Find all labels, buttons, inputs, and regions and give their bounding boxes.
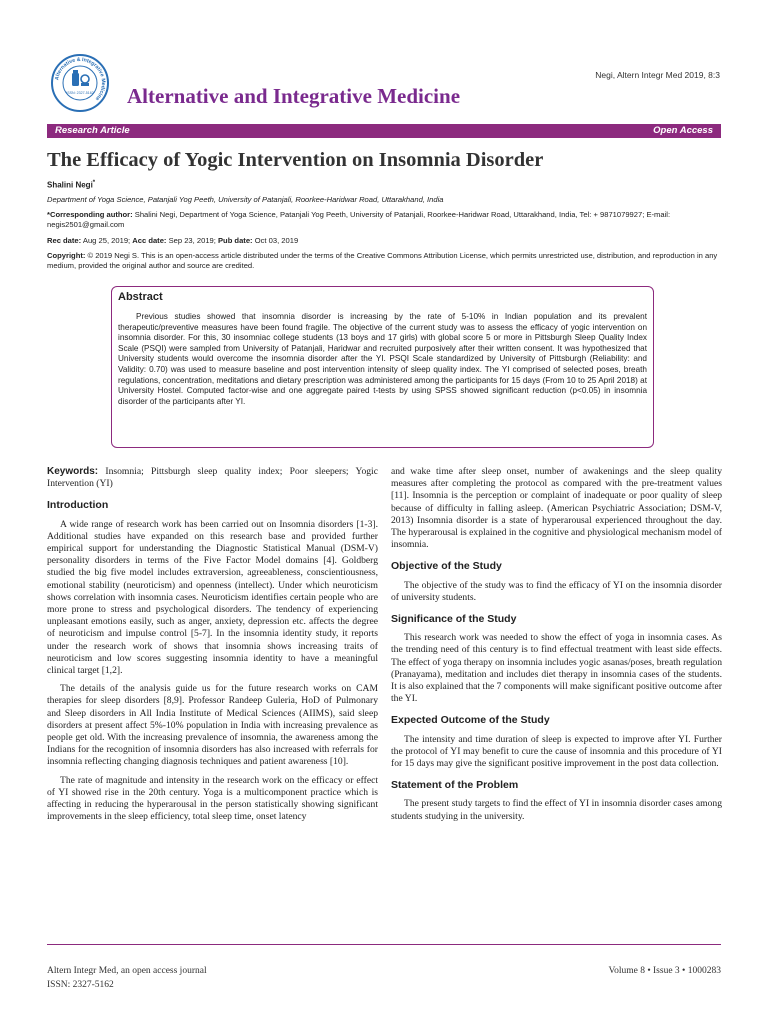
affiliation: Department of Yoga Science, Patanjali Yog Peeth, University of Patanjali, Roorkee-Haridwar Road, Uttarakhand, India	[47, 195, 444, 204]
intro-paragraph-3: The rate of magnitude and intensity in the research work on the efficacy or effect of YI showed rise in the 20th century. Yoga is a multicomponent practice which is affecting in reducing the hyperarousal in the person statistically showing significant improvements in the sleep efficiency, total sleep time, onset latency	[47, 774, 378, 823]
objective-heading: Objective of the Study	[391, 560, 502, 573]
abstract-heading: Abstract	[118, 291, 163, 303]
rec-label: Rec date:	[47, 236, 82, 245]
acc-label: Acc date:	[132, 236, 167, 245]
keywords-text: Insomnia; Pittsburgh sleep quality index; Poor sleepers; Yogic Intervention (YI)	[47, 466, 378, 490]
pub-date: Oct 03, 2019	[252, 236, 299, 245]
copyright-text: © 2019 Negi S. This is an open-access article distributed under the terms of the Creative Commons Attribution License, which permits unrestricted use, distribution, and reproduction in any medium, provided the original author and source are credited.	[47, 251, 718, 270]
problem-statement-heading: Statement of the Problem	[391, 779, 519, 792]
rec-date: Aug 25, 2019;	[81, 236, 133, 245]
open-access-label: Open Access	[653, 125, 713, 136]
acc-date: Sep 23, 2019;	[166, 236, 218, 245]
keywords	[47, 466, 378, 490]
footer-issn: ISSN: 2327-5162	[47, 980, 114, 990]
copyright	[47, 251, 721, 271]
logo-ring-text: Alternative & Integrative Medicine	[54, 56, 107, 102]
right-column	[391, 466, 722, 829]
corresponding-label: *Corresponding author:	[47, 210, 133, 219]
abstract-text: Previous studies showed that insomnia disorder is increasing by the rate of 5-10% in Indian population and its prevalent therapeutic/preventive measures have been found fragile. The objective of the current study was to assess the efficacy of yogic intervention on insomnia disorder. For this, 30 insomniac college students (13 boys and 17 girls) with global score 5 or more in Pittsburgh Sleep Quality Index Scale (PSQI) were sampled from University of Patanjali, Haridwar and recruited purposively after their written consent. It was hypothesized that University students would overcome the insomnia disorder after the YI. PSQI Scale standardized by University of Pittsburgh (Reliability: and Validity: 0.70) was used to measure baseline and post intervention intensity of sleep quality index. The YI comprised of selected poses, breath regulations, concentration, meditations and dietary prescription was administered among the participants for 15 days (From 10 to 25 April 2018) at University Hostel. Computed factor-wise and one aggregate paired t-tests by using SPSS showed significant reduction (p<0.05) in insomnia disorder of the participants after YI.	[118, 312, 647, 406]
copyright-label: Copyright:	[47, 251, 86, 260]
problem-statement-paragraph: The present study targets to find the effect of YI in insomnia disorder cases among students studying in the university.	[391, 798, 722, 822]
intro-continuation: and wake time after sleep onset, number of awakenings and the sleep quality measures after completing the protocol as compared with the pre-treatment values [11]. Insomnia is the perception or complaint of inadequate or poor quality of sleep because of difficulty in falling asleep. (American Psychiatric Association; DSM-V, 2013) Insomnia disorder is a state of hyperarousal experienced throughout the day. The hyperarousal is explained in the cognitive and physiological mechanism model of insomnia.	[391, 466, 722, 551]
keywords-label: Keywords:	[47, 466, 99, 477]
logo-issn: ISSN: 2327-5162	[66, 91, 94, 95]
corresponding-author	[47, 210, 721, 230]
introduction-heading: Introduction	[47, 499, 109, 512]
author-name: Shalini Negi	[47, 180, 93, 190]
footer-divider	[47, 944, 721, 945]
article-type-label: Research Article	[55, 125, 130, 136]
author-mark: *	[92, 180, 96, 186]
expected-outcome-paragraph: The intensity and time duration of sleep is expected to improve after YI. Further the protocol of YI may benefit to cure the cause of insomnia and this procedure of YI for 15 days may give the significant positive improvement in the post data collection.	[391, 733, 722, 770]
expected-outcome-heading: Expected Outcome of the Study	[391, 714, 550, 727]
author-line	[47, 178, 721, 191]
journal-title: Alternative and Integrative Medicine	[127, 84, 461, 108]
intro-paragraph-2: The details of the analysis guide us for the future research works on CAM therapies for sleep disorders [8,9]. Professor Randeep Guleria, HoD of Pulmonary and Sleep disorders in All India Institute of Medical Sciences (AIIMS), said sleep disorders at present affect 5%-10% population in India with increasing prevalence as people get old. With the increasing prevalence of insomnia, the awareness among the Indians for the recognition of insomnia disorders has also increased with referrals for insomnia reflecting changing diagnosis techniques and patient awareness [10].	[47, 683, 378, 768]
dates-line	[47, 236, 721, 246]
citation: Negi, Altern Integr Med 2019, 8:3	[595, 70, 720, 80]
journal-logo	[50, 53, 110, 113]
intro-paragraph-1: A wide range of research work has been carried out on Insomnia disorders [1-3]. Additional studies have expanded on this research base and provided further empirical support for understanding the Diagnostic Statistical Manual (DSM-V) personality disorders in terms of the Five Factor Model domains [4]. Goldberg studied the big five model includes extraversion, agreeableness, conscientiousness, emotional stability (neuroticism) and openness (intellect). Under which neuroticism shows correlation with insomnia cases. Neuroticism identifies certain people who are more prone to stress and psychological disorders. The tendency of experiencing unpleasant emotions easily, such as anger, anxiety, depression etc. affects the degree of neuroticism and impulse control [5-7]. In the insomnia identity study, it reports under the research work of shows that insomnia shows increasing traits of neuroticism and low scores suggesting insomnia identity to have a meaningful clinical target [1,2].	[47, 518, 378, 677]
abstract-box	[111, 286, 654, 448]
left-column	[47, 466, 378, 829]
pub-label: Pub date:	[217, 236, 253, 245]
significance-heading: Significance of the Study	[391, 613, 517, 626]
footer-volume: Volume 8 • Issue 3 • 1000283	[608, 966, 721, 976]
significance-paragraph: This research work was needed to show the effect of yoga in insomnia cases. As the trending need of this century is to find effectual treatment with least side effects. The effect of yoga therapy on insomnia includes yogic asanas/poses, breath regulation (Pranayama), meditation and includes diet therapy in insomnia cases of the students. It is also explained that the 7 components will make significant positive outcome after the YI.	[391, 632, 722, 705]
footer-journal: Altern Integr Med, an open access journal	[47, 966, 207, 976]
article-title: The Efficacy of Yogic Intervention on Insomnia Disorder	[47, 149, 544, 171]
corresponding-text: Shalini Negi, Department of Yoga Science, Patanjali Yog Peeth, University of Patanjali, Roorkee-Haridwar Road, Uttarakhand, India, Tel: + 9871079927; E-mail: negis2501@gmail.com	[47, 210, 671, 229]
article-type-bar	[47, 124, 721, 138]
objective-paragraph: The objective of the study was to find the efficacy of YI on the insomnia disorder of university students.	[391, 579, 722, 603]
